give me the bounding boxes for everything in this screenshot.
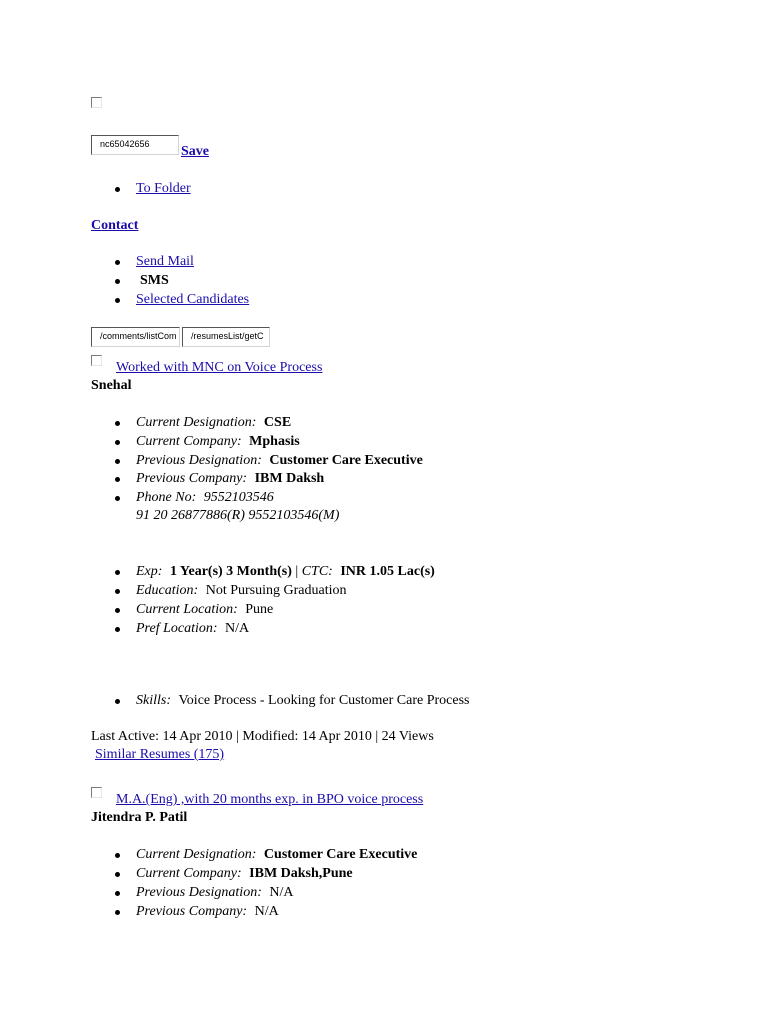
bullet-icon — [115, 279, 120, 284]
detail-label: Previous Company: — [136, 904, 248, 919]
detail-value: Customer Care Executive — [263, 847, 418, 862]
selected-candidates-item[interactable] — [136, 291, 249, 309]
detail-label: Current Designation: — [136, 847, 257, 862]
resumes-url-field[interactable]: /resumesList/getC — [182, 327, 270, 347]
bullet-icon — [115, 699, 120, 704]
comments-url-field[interactable]: /comments/listCom — [91, 327, 180, 347]
detail-value: IBM Daksh,Pune — [249, 866, 353, 881]
send-mail-link[interactable]: Send Mail — [136, 254, 194, 269]
list-item — [136, 903, 279, 921]
list-item — [136, 563, 435, 581]
candidate-checkbox[interactable] — [91, 787, 102, 798]
skills-label: Skills: — [136, 693, 171, 708]
bullet-icon — [115, 570, 120, 575]
detail-value: N/A — [269, 885, 294, 900]
detail-label: Phone No: — [136, 490, 197, 505]
detail-value: N/A — [254, 904, 279, 919]
detail-label: Pref Location: — [136, 621, 218, 636]
phone-value: 9552103546 — [203, 490, 274, 505]
list-item — [136, 433, 300, 451]
list-item — [136, 601, 273, 619]
detail-value: Customer Care Executive — [269, 453, 423, 468]
detail-value: N/A — [225, 621, 250, 636]
contact-heading-link[interactable]: Contact — [91, 218, 139, 233]
to-folder-item[interactable] — [136, 180, 191, 198]
to-folder-link[interactable]: To Folder — [136, 181, 191, 196]
save-button[interactable]: Save — [181, 144, 209, 159]
bullet-icon — [115, 440, 120, 445]
list-item — [136, 865, 353, 883]
bullet-icon — [115, 260, 120, 265]
detail-label: Previous Designation: — [136, 885, 262, 900]
bullet-icon — [115, 459, 120, 464]
bullet-icon — [115, 187, 120, 192]
list-item — [136, 846, 417, 864]
separator: | — [295, 564, 299, 579]
candidate-name: Jitendra P. Patil — [91, 810, 188, 825]
detail-label: Previous Designation: — [136, 453, 262, 468]
bullet-icon — [115, 853, 120, 858]
list-item — [136, 884, 293, 902]
similar-resumes-link[interactable]: Similar Resumes (175) — [95, 747, 225, 762]
sms-item[interactable] — [140, 272, 169, 290]
bullet-icon — [115, 872, 120, 877]
bullet-icon — [115, 891, 120, 896]
list-item — [136, 582, 346, 600]
activity-info: Last Active: 14 Apr 2010 | Modified: 14 Apr 2010 | 24 Views — [91, 729, 434, 744]
ctc-label: CTC: — [301, 564, 333, 579]
resume-id-field[interactable]: nc65042656 — [91, 135, 179, 155]
candidate-checkbox[interactable] — [91, 355, 102, 366]
detail-label: Current Designation: — [136, 415, 257, 430]
detail-label: Current Location: — [136, 602, 238, 617]
list-item — [136, 489, 274, 507]
candidate-headline-link[interactable]: Worked with MNC on Voice Process — [116, 360, 323, 375]
bullet-icon — [115, 421, 120, 426]
list-item — [136, 620, 249, 638]
list-item — [136, 692, 469, 710]
candidate-headline-link[interactable]: M.A.(Eng) ,with 20 months exp. in BPO voice process — [116, 792, 424, 807]
bullet-icon — [115, 496, 120, 501]
skills-value: Voice Process - Looking for Customer Care Process — [178, 693, 470, 708]
detail-label: Current Company: — [136, 434, 242, 449]
bullet-icon — [115, 298, 120, 303]
exp-value: 1 Year(s) 3 Month(s) — [169, 564, 292, 579]
detail-label: Previous Company: — [136, 471, 248, 486]
bullet-icon — [115, 910, 120, 915]
detail-label: Education: — [136, 583, 199, 598]
bullet-icon — [115, 627, 120, 632]
list-item — [136, 414, 291, 432]
detail-value: CSE — [263, 415, 292, 430]
list-item — [136, 470, 324, 488]
detail-value: Pune — [245, 602, 274, 617]
bullet-icon — [115, 477, 120, 482]
phone-extra: 91 20 26877886(R) 9552103546(M) — [136, 508, 340, 523]
detail-value: Mphasis — [249, 434, 300, 449]
bullet-icon — [115, 608, 120, 613]
exp-label: Exp: — [136, 564, 163, 579]
select-all-checkbox[interactable] — [91, 97, 102, 108]
send-mail-item[interactable] — [136, 253, 194, 271]
sms-label[interactable]: SMS — [140, 273, 169, 288]
bullet-icon — [115, 589, 120, 594]
detail-label: Current Company: — [136, 866, 242, 881]
selected-candidates-link[interactable]: Selected Candidates — [136, 292, 250, 307]
ctc-value: INR 1.05 Lac(s) — [340, 564, 435, 579]
candidate-name: Snehal — [91, 378, 132, 393]
detail-value: IBM Daksh — [254, 471, 325, 486]
list-item — [136, 507, 339, 525]
detail-value: Not Pursuing Graduation — [205, 583, 347, 598]
list-item — [136, 452, 423, 470]
